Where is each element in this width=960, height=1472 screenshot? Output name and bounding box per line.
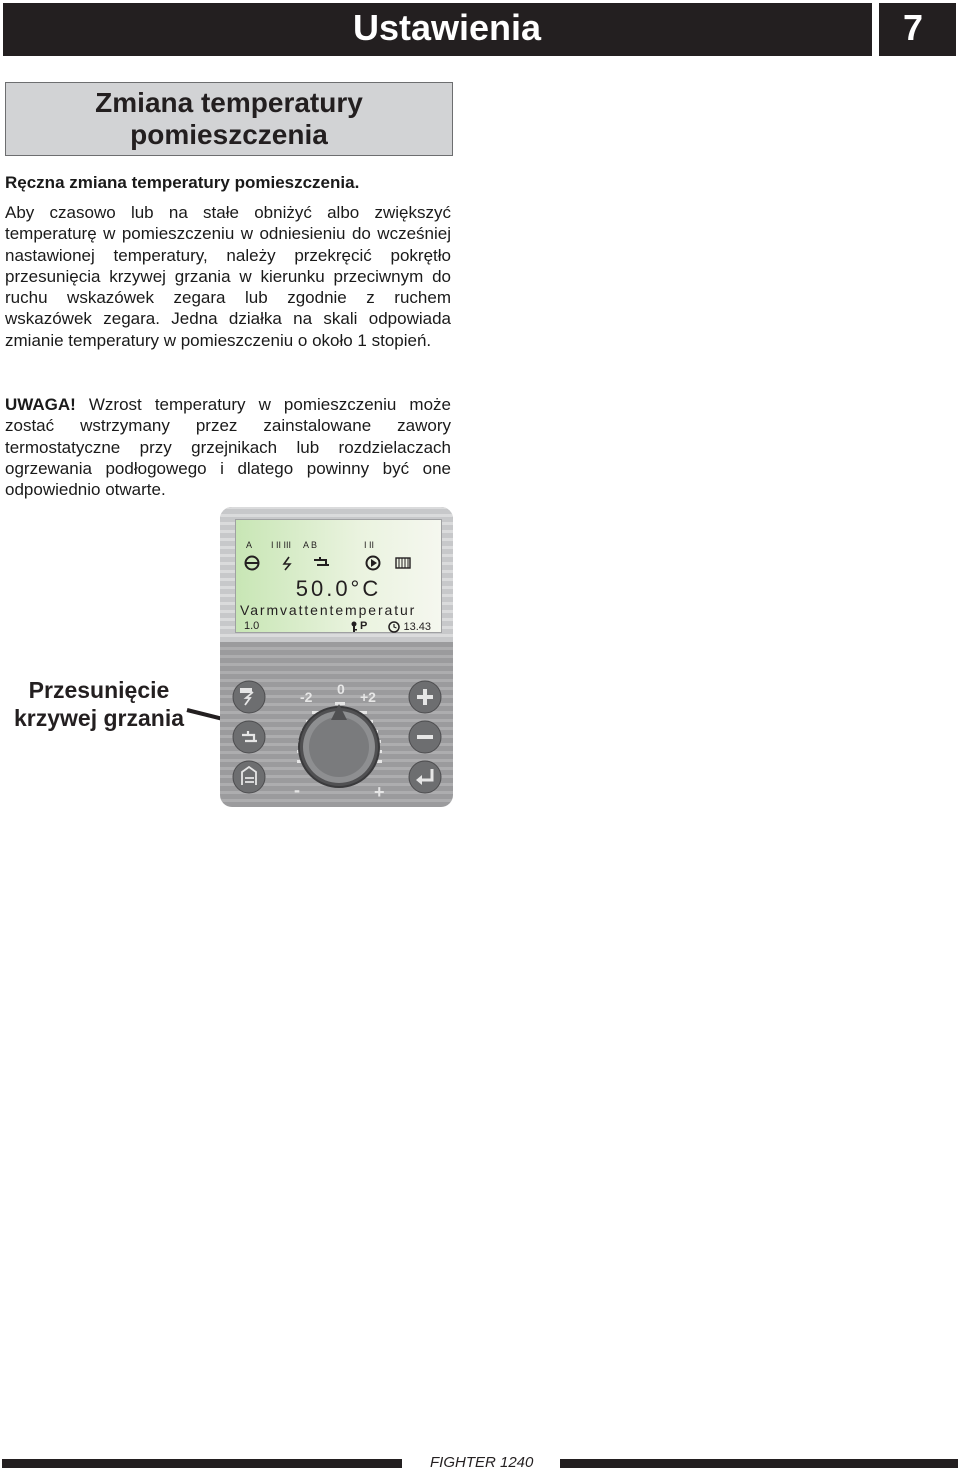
compressor-icon (246, 557, 259, 570)
knob-label-minus2: -2 (300, 689, 313, 705)
controller-panel (220, 507, 453, 807)
plus-button[interactable] (409, 681, 441, 713)
enter-button[interactable] (409, 761, 441, 793)
hot-water-button[interactable] (233, 721, 265, 753)
right-buttons-group (408, 677, 448, 797)
knob-label-plus: + (374, 782, 385, 802)
section-title-line1: Zmiana temperatury (95, 87, 363, 118)
knob-callout-label (4, 676, 194, 732)
clock-icon (388, 621, 400, 633)
warning-label: UWAGA! (5, 395, 76, 414)
warning-text: Wzrost temperatury w pomieszczeniu może zostać wstrzymany przez zainstalowane zawory termostatyczne przy grzejnikach lub rozdzielaczach ogrzewania podłogowego i dlatego powinny być one odpowiednio otwarte. (5, 395, 451, 500)
heat-curve-offset-knob-area (282, 672, 397, 802)
callout-line1: Przesunięcie (28, 677, 170, 703)
subheading: Ręczna zmiana temperatury pomieszczenia. (5, 173, 360, 192)
lcd-temperature: 50.0°C (295, 576, 382, 601)
lcd-clock: 13.43 (403, 621, 431, 633)
section-title-line2: pomieszczenia (130, 119, 328, 150)
hot-water-tap-icon (314, 557, 329, 565)
footer-model: FIGHTER 1240 (430, 1454, 534, 1471)
electric-heater-icon (284, 557, 290, 570)
lcd-p-indicator: P (360, 620, 368, 632)
panel-top (220, 507, 453, 642)
lcd-parameter-value: 1.0 (244, 620, 260, 632)
heat-curve-offset-knob[interactable] (299, 704, 379, 787)
knob-label-minus: - (294, 780, 300, 800)
lcd-label-a: A (246, 540, 253, 550)
knob-label-zero: 0 (337, 681, 345, 697)
body-paragraph-1: Aby czasowo lub na stałe obniżyć albo zwiększyć temperaturę w pomieszczeniu w odniesieniu do wcześniej nastawionej temperatury, należy przekręcić pokrętło przesunięcia krzywej grzania w kierunku przeciwnym do ruchu wskazówek zegara lub zgodnie z ruchem wskazówek zegara. Jedna działka na skali odpowiada zmianie temperatury w pomieszczeniu o około 1 stopień. (5, 203, 451, 350)
lcd-parameter-name: Varmvattentemperatur (240, 602, 417, 618)
heating-mode-button[interactable] (233, 681, 265, 713)
header-bar (3, 3, 872, 56)
lcd-icons-row (244, 555, 434, 575)
circulation-pump-icon (367, 557, 380, 570)
knob-label-plus2: +2 (360, 689, 376, 705)
lcd-label-ab: A B (303, 540, 318, 550)
lcd-display (235, 519, 442, 633)
radiator-icon (396, 558, 410, 568)
key-icon (350, 621, 358, 633)
section-title-box (5, 82, 453, 156)
chapter-badge (879, 3, 956, 56)
left-buttons-group (232, 677, 272, 797)
lcd-label-stages: I II III (271, 540, 292, 550)
chapter-number: 7 (903, 7, 924, 48)
footer-rule-left (2, 1459, 402, 1468)
body-paragraph-2 (5, 394, 451, 500)
callout-line2: krzywej grzania (13, 705, 185, 731)
footer-rule-right (560, 1459, 958, 1468)
ventilation-button[interactable] (233, 761, 265, 793)
page-title: Ustawienia (353, 7, 542, 48)
minus-button[interactable] (409, 721, 441, 753)
section-title (6, 87, 452, 151)
lcd-label-pumps: I II (364, 540, 375, 550)
